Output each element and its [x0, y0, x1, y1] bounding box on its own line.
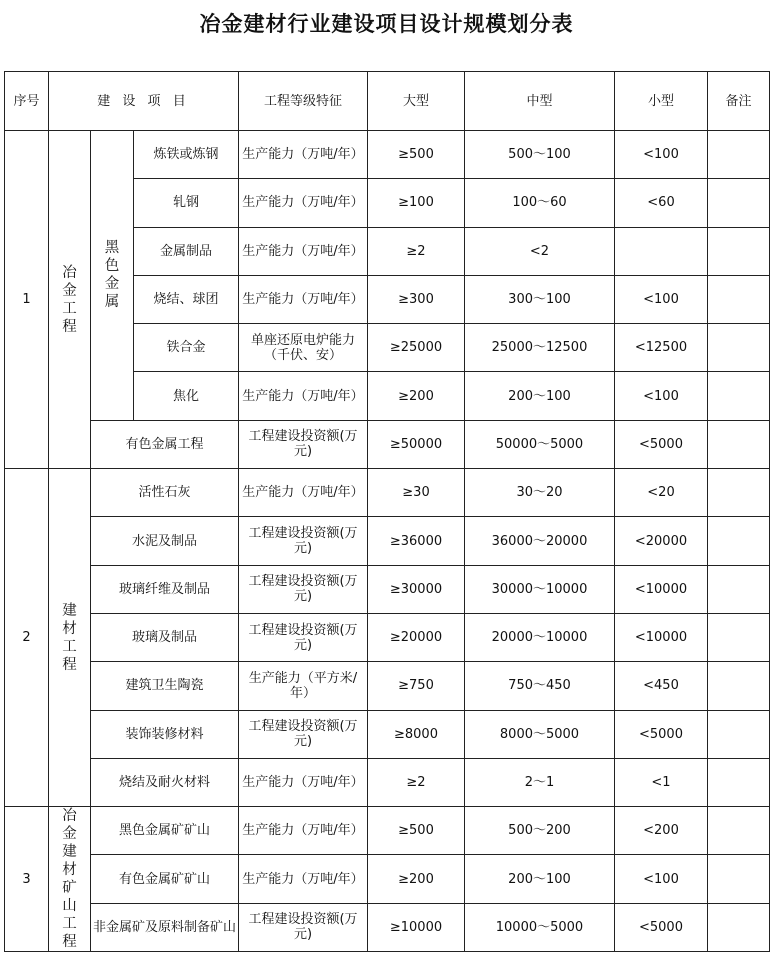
medium-value: 500～100: [465, 131, 615, 179]
feature-cell: 生产能力（万吨/年）: [239, 758, 368, 806]
small-value: <10000: [615, 565, 708, 613]
feature-cell: 生产能力（万吨/年）: [239, 179, 368, 227]
remark-cell: [708, 372, 770, 420]
large-value: ≥25000: [368, 324, 465, 372]
medium-value: 300～100: [465, 275, 615, 323]
header-large: 大型: [368, 72, 465, 131]
small-value: <1: [615, 758, 708, 806]
header-row: [5, 72, 770, 131]
small-value: <100: [615, 275, 708, 323]
large-value: ≥10000: [368, 903, 465, 951]
item-name: 非金属矿及原料制备矿山: [91, 903, 239, 951]
small-value: <5000: [615, 903, 708, 951]
feature-cell: 生产能力（万吨/年）: [239, 275, 368, 323]
medium-value: 30～20: [465, 469, 615, 517]
small-value: [615, 227, 708, 275]
item-name: 金属制品: [134, 227, 239, 275]
item-name: 炼铁或炼钢: [134, 131, 239, 179]
feature-cell: 生产能力（万吨/年）: [239, 855, 368, 903]
table-row: [5, 662, 770, 710]
large-value: ≥200: [368, 855, 465, 903]
medium-value: 36000～20000: [465, 517, 615, 565]
item-name: 黑色金属矿矿山: [91, 807, 239, 855]
table-row: [5, 131, 770, 179]
medium-value: 750～450: [465, 662, 615, 710]
large-value: ≥20000: [368, 613, 465, 661]
remark-cell: [708, 517, 770, 565]
feature-cell: 工程建设投资额(万元): [239, 517, 368, 565]
table-row: [5, 469, 770, 517]
small-value: <200: [615, 807, 708, 855]
feature-cell: 工程建设投资额(万元): [239, 903, 368, 951]
small-value: <12500: [615, 324, 708, 372]
medium-value: 200～100: [465, 855, 615, 903]
remark-cell: [708, 613, 770, 661]
large-value: ≥8000: [368, 710, 465, 758]
group-name-text: 冶金工程: [62, 264, 77, 335]
group-seq: 2: [5, 469, 49, 807]
large-value: ≥36000: [368, 517, 465, 565]
remark-cell: [708, 275, 770, 323]
table-row: [5, 517, 770, 565]
large-value: ≥200: [368, 372, 465, 420]
small-value: <450: [615, 662, 708, 710]
large-value: ≥30000: [368, 565, 465, 613]
item-name: 水泥及制品: [91, 517, 239, 565]
item-name: 活性石灰: [91, 469, 239, 517]
feature-cell: 生产能力（万吨/年）: [239, 469, 368, 517]
group-name-text: 建材工程: [62, 602, 77, 673]
item-name: 有色金属矿矿山: [91, 855, 239, 903]
large-value: ≥50000: [368, 420, 465, 468]
medium-value: 500～200: [465, 807, 615, 855]
table-row: [5, 855, 770, 903]
remark-cell: [708, 565, 770, 613]
medium-value: 200～100: [465, 372, 615, 420]
item-name: 建筑卫生陶瓷: [91, 662, 239, 710]
small-value: <100: [615, 131, 708, 179]
large-value: ≥100: [368, 179, 465, 227]
table-row: [5, 420, 770, 468]
item-name: 焦化: [134, 372, 239, 420]
small-value: <5000: [615, 710, 708, 758]
medium-value: <2: [465, 227, 615, 275]
remark-cell: [708, 855, 770, 903]
subgroup-name-text: 黑色金属: [104, 240, 120, 311]
medium-value: 2～1: [465, 758, 615, 806]
header-project: 建 设 项 目: [49, 72, 239, 131]
medium-value: 10000～5000: [465, 903, 615, 951]
subgroup-name: [91, 131, 134, 421]
remark-cell: [708, 131, 770, 179]
item-name: 烧结、球团: [134, 275, 239, 323]
feature-cell: 生产能力（万吨/年）: [239, 807, 368, 855]
table-row: [5, 565, 770, 613]
feature-cell: 单座还原电炉能力（千伏、安）: [239, 324, 368, 372]
small-value: <5000: [615, 420, 708, 468]
item-name: 轧钢: [134, 179, 239, 227]
remark-cell: [708, 469, 770, 517]
feature-cell: 生产能力（万吨/年）: [239, 372, 368, 420]
page-title: 冶金建材行业建设项目设计规模划分表: [199, 12, 574, 36]
header-feature: 工程等级特征: [239, 72, 368, 131]
small-value: <100: [615, 372, 708, 420]
medium-value: 30000～10000: [465, 565, 615, 613]
large-value: ≥500: [368, 807, 465, 855]
group-name: [49, 469, 91, 807]
header-medium: 中型: [465, 72, 615, 131]
header-seq: 序号: [5, 72, 49, 131]
remark-cell: [708, 758, 770, 806]
small-value: <10000: [615, 613, 708, 661]
large-value: ≥300: [368, 275, 465, 323]
medium-value: 20000～10000: [465, 613, 615, 661]
group-name: [49, 131, 91, 469]
feature-cell: 工程建设投资额(万元): [239, 565, 368, 613]
large-value: ≥30: [368, 469, 465, 517]
item-name: 装饰装修材料: [91, 710, 239, 758]
remark-cell: [708, 807, 770, 855]
small-value: <20000: [615, 517, 708, 565]
medium-value: 8000～5000: [465, 710, 615, 758]
large-value: ≥2: [368, 227, 465, 275]
medium-value: 100～60: [465, 179, 615, 227]
scale-table: [4, 71, 770, 952]
table-row: [5, 758, 770, 806]
feature-cell: 工程建设投资额(万元): [239, 710, 368, 758]
table-row: [5, 710, 770, 758]
header-remark: 备注: [708, 72, 770, 131]
medium-value: 50000～5000: [465, 420, 615, 468]
small-value: <20: [615, 469, 708, 517]
table-row: [5, 903, 770, 951]
large-value: ≥2: [368, 758, 465, 806]
medium-value: 25000～12500: [465, 324, 615, 372]
feature-cell: 工程建设投资额(万元): [239, 420, 368, 468]
item-name: 玻璃纤维及制品: [91, 565, 239, 613]
item-name: 有色金属工程: [91, 420, 239, 468]
remark-cell: [708, 179, 770, 227]
item-name: 烧结及耐火材料: [91, 758, 239, 806]
remark-cell: [708, 324, 770, 372]
group-seq: 3: [5, 807, 49, 952]
small-value: <100: [615, 855, 708, 903]
item-name: 玻璃及制品: [91, 613, 239, 661]
item-name: 铁合金: [134, 324, 239, 372]
feature-cell: 生产能力（平方米/年）: [239, 662, 368, 710]
remark-cell: [708, 227, 770, 275]
small-value: <60: [615, 179, 708, 227]
remark-cell: [708, 662, 770, 710]
large-value: ≥500: [368, 131, 465, 179]
table-row: [5, 613, 770, 661]
remark-cell: [708, 710, 770, 758]
group-name: [49, 807, 91, 952]
group-seq: 1: [5, 131, 49, 469]
feature-cell: 生产能力（万吨/年）: [239, 227, 368, 275]
remark-cell: [708, 420, 770, 468]
feature-cell: 生产能力（万吨/年）: [239, 131, 368, 179]
group-name-text: 冶金建材矿山工程: [62, 808, 77, 951]
remark-cell: [708, 903, 770, 951]
feature-cell: 工程建设投资额(万元): [239, 613, 368, 661]
table-row: [5, 807, 770, 855]
large-value: ≥750: [368, 662, 465, 710]
header-small: 小型: [615, 72, 708, 131]
